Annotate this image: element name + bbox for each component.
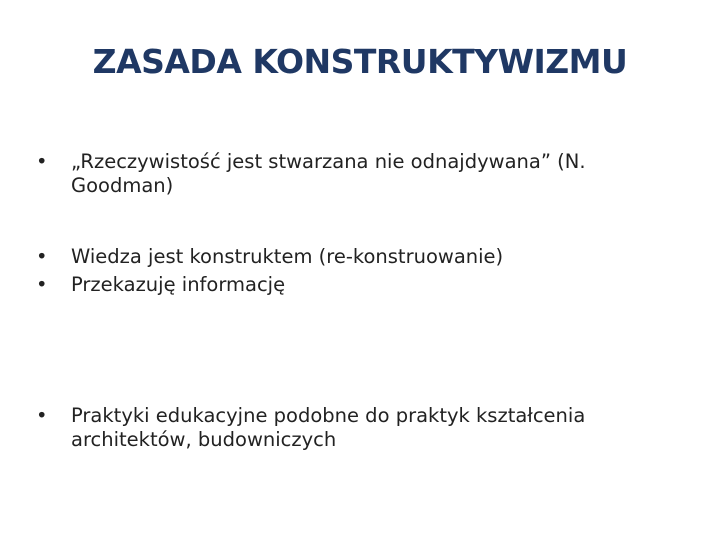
bullet-dot: • (36, 150, 48, 173)
bullet-item (36, 404, 676, 452)
bullet-text: Wiedza jest konstruktem (re-konstruowanie) (71, 245, 504, 268)
bullet-text: Praktyki edukacyjne podobne do praktyk kształcenia architektów, budowniczych (71, 404, 586, 451)
bullet-dot: • (36, 404, 48, 427)
bullet-text: Przekazuję informację (71, 273, 286, 296)
bullet-dot: • (36, 273, 48, 296)
bullet-item (36, 273, 676, 297)
bullet-dot: • (36, 245, 48, 268)
bullet-text: „Rzeczywistość jest stwarzana nie odnajdywana” (N. Goodman) (71, 150, 586, 197)
bullet-item (36, 150, 676, 198)
bullet-item (36, 245, 676, 269)
slide-title: ZASADA KONSTRUKTYWIZMU (92, 42, 628, 81)
